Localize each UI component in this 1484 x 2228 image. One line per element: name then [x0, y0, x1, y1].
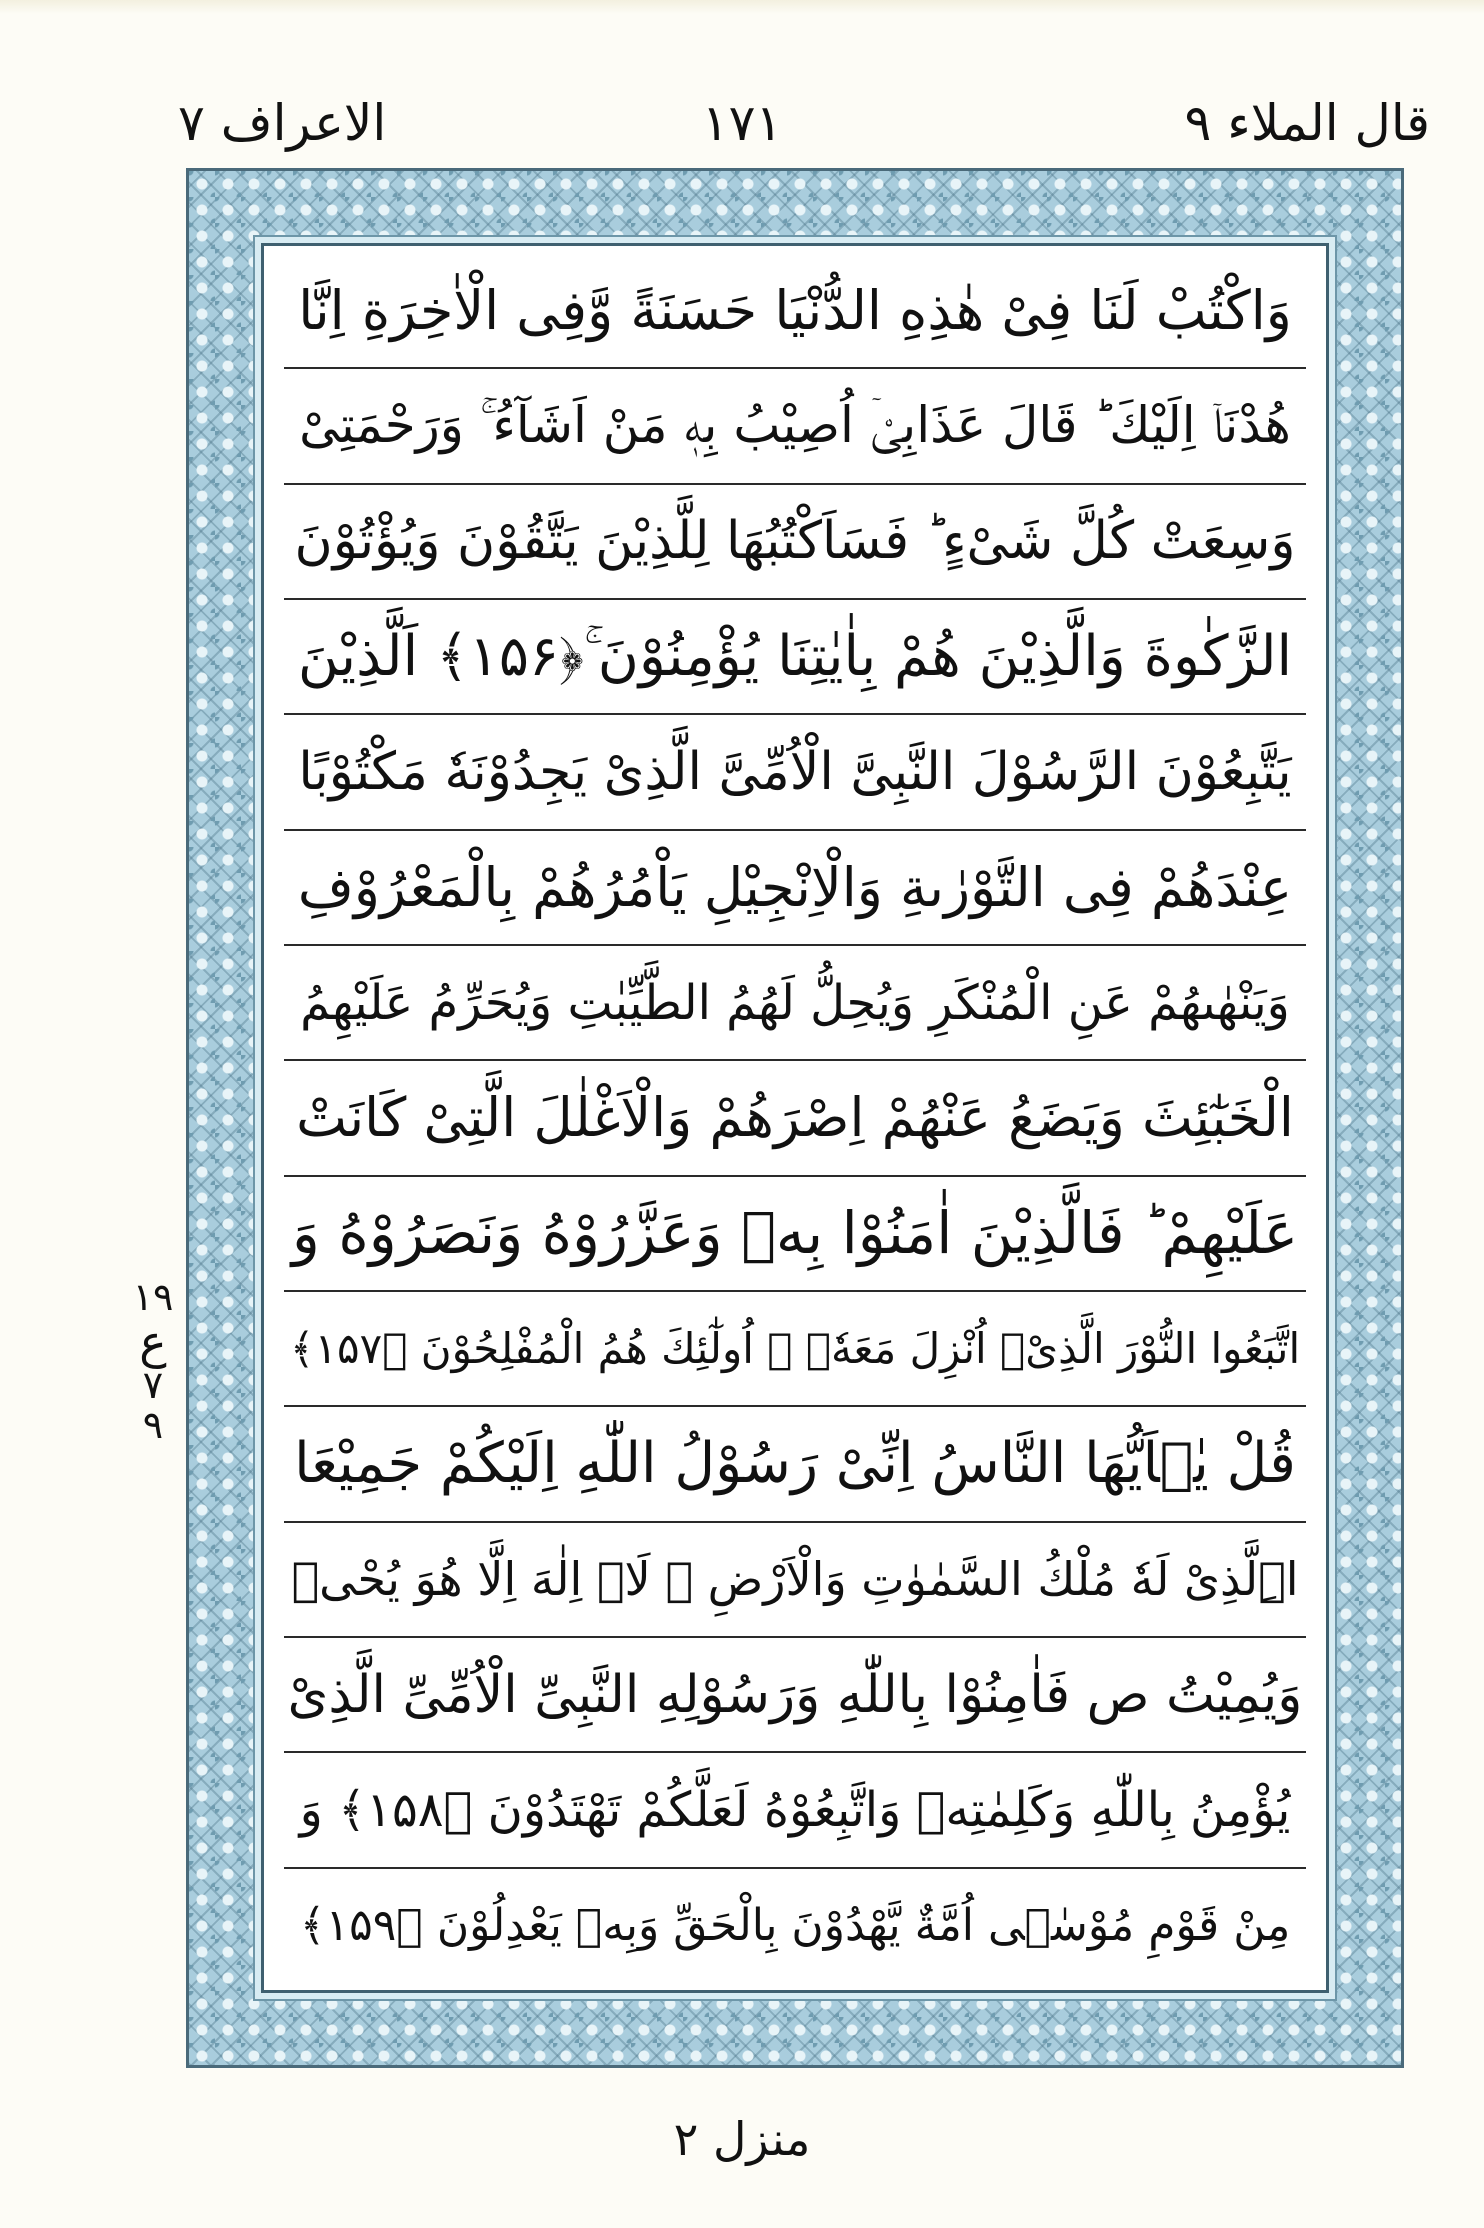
text-panel: [261, 243, 1329, 1993]
ornamental-border: [186, 168, 1404, 2068]
ruku-ain-symbol: ع: [139, 1314, 167, 1369]
ruku-margin-mark: [128, 1275, 178, 1448]
verse-line-2: هُدْنَاۤ اِلَيْكَ ؕ قَالَ عَذَابِىْۤ اُصِيْبُ بِهٖ مَنْ اَشَآءُ ۚ وَرَحْمَتِىْ: [284, 369, 1306, 484]
ruku-mark-top: ۱۹: [132, 1275, 174, 1319]
verse-line-9: عَلَيْهِمْ ؕ فَالَّذِيْنَ اٰمَنُوْا بِهٖ وَعَزَّرُوْهُ وَنَصَرُوْهُ وَ: [284, 1177, 1306, 1292]
ruku-mark-middle: ۷: [142, 1363, 164, 1408]
verse-line-13: وَيُمِيْتُ ص فَاٰمِنُوْا بِاللّٰهِ وَرَسُوْلِهِ النَّبِىِّ الْاُمِّىِّ الَّذِىْ: [284, 1638, 1306, 1753]
juz-title: قال الملاء ۹: [1184, 94, 1430, 152]
verse-text-block: [284, 254, 1306, 1982]
verse-line-14: يُؤْمِنُ بِاللّٰهِ وَكَلِمٰتِهٖ وَاتَّبِعُوْهُ لَعَلَّكُمْ تَهْتَدُوْنَ ﴿۱۵۸﴾ وَ: [284, 1753, 1306, 1868]
ruku-mark-bottom: ۹: [142, 1403, 164, 1448]
surah-title: الاعراف ۷: [178, 94, 387, 152]
verse-line-6: عِنْدَهُمْ فِى التَّوْرٰىةِ وَالْاِنْجِيْلِ يَاْمُرُهُمْ بِالْمَعْرُوْفِ: [284, 831, 1306, 946]
page-number: ۱۷۱: [701, 94, 783, 152]
verse-line-4: الزَّكٰوةَ وَالَّذِيْنَ هُمْ بِاٰيٰتِنَا يُؤْمِنُوْنَ ۚ﴿۱۵۶﴾ اَلَّذِيْنَ: [284, 600, 1306, 715]
verse-line-10: اتَّبَعُوا النُّوْرَ الَّذِىْۤ اُنْزِلَ مَعَهٗۤ ۙ اُولٰٓئِكَ هُمُ الْمُفْلِحُوْنَ ﴿۱۵۷﴾: [284, 1292, 1306, 1407]
verse-line-5: يَتَّبِعُوْنَ الرَّسُوْلَ النَّبِىَّ الْاُمِّىَّ الَّذِىْ يَجِدُوْنَهٗ مَكْتُوْبًا: [284, 715, 1306, 830]
page-top-edge: [0, 0, 1484, 14]
verse-line-11: قُلْ يٰۤاَيُّهَا النَّاسُ اِنِّىْ رَسُوْلُ اللّٰهِ اِلَيْكُمْ جَمِيْعَا: [284, 1407, 1306, 1522]
manzil-footer: منزل ۲: [673, 2112, 811, 2166]
verse-line-15: مِنْ قَوْمِ مُوْسٰۤى اُمَّةٌ يَّهْدُوْنَ بِالْحَقِّ وَبِهٖ يَعْدِلُوْنَ ﴿۱۵۹﴾: [299, 1899, 1291, 1951]
verse-line-8: الْخَبٰٓئِثَ وَيَضَعُ عَنْهُمْ اِصْرَهُمْ وَالْاَغْلٰلَ الَّتِىْ كَانَتْ: [284, 1061, 1306, 1176]
verse-line-3: وَسِعَتْ كُلَّ شَىْءٍ ؕ فَسَاَكْتُبُهَا لِلَّذِيْنَ يَتَّقُوْنَ وَيُؤْتُوْنَ: [284, 485, 1306, 600]
verse-line-12: اِۨلَّذِىْ لَهٗ مُلْكُ السَّمٰوٰتِ وَالْاَرْضِ ۚ لَاۤ اِلٰهَ اِلَّا هُوَ يُحْىٖ: [284, 1523, 1306, 1638]
verse-line-1: وَاكْتُبْ لَنَا فِىْ هٰذِهِ الدُّنْيَا حَسَنَةً وَّفِى الْاٰخِرَةِ اِنَّا: [284, 254, 1306, 369]
verse-line-7: وَيَنْهٰىهُمْ عَنِ الْمُنْكَرِ وَيُحِلُّ لَهُمُ الطَّيِّبٰتِ وَيُحَرِّمُ عَلَيْهِمُ: [284, 946, 1306, 1061]
